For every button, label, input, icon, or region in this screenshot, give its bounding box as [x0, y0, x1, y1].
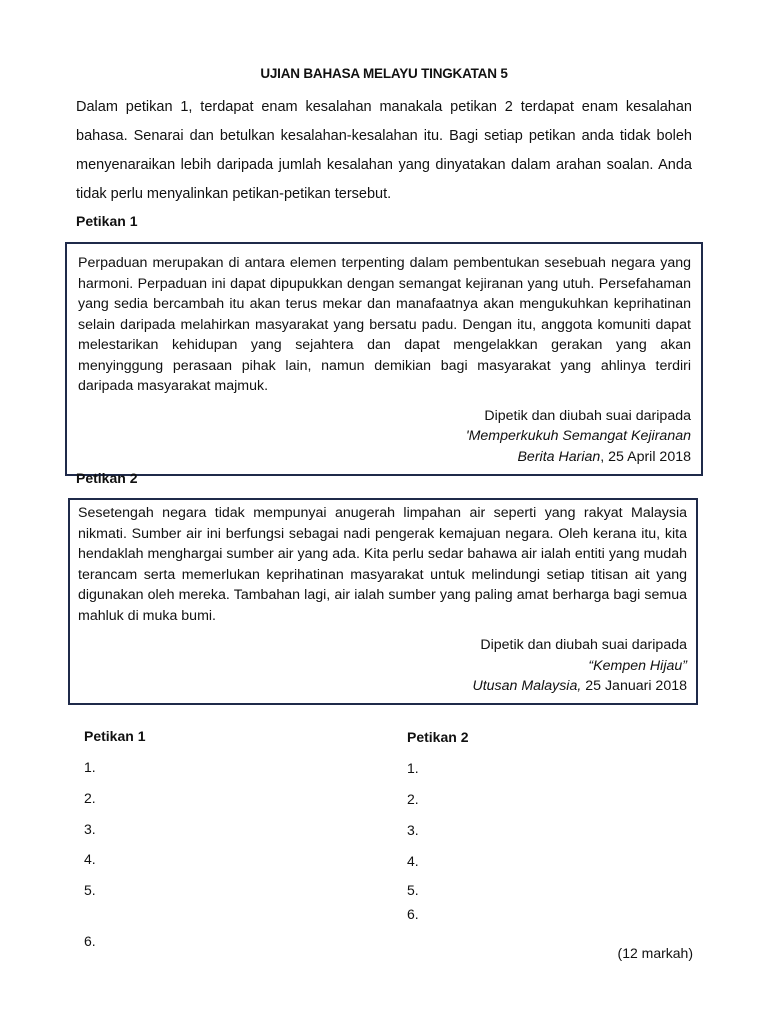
answer-line-2[interactable]: 2.	[84, 790, 96, 806]
answer-line-3[interactable]: 3.	[84, 821, 96, 837]
petikan1-heading: Petikan 1	[76, 213, 138, 229]
petikan1-publication: Berita Harian	[517, 448, 601, 465]
petikan1-source-citation	[78, 447, 691, 468]
total-marks: (12 markah)	[617, 945, 693, 961]
petikan1-source-line1: Dipetik dan diubah suai daripada	[484, 407, 691, 424]
petikan2-text: Sesetengah negara tidak mempunyai anugerah limpahan air seperti yang rakyat Malaysia nikmati. Sumber air ini berfungsi sebagai nadi pengerak kemajuan negara. Oleh kerana itu, kita hendaklah menghargai sumber air yang ada. Kita perlu sedar bahawa air ialah entiti yang mudah terancam serta memerlukan keprihatinan masyarakat untuk melindungi setiap titisan ait yang digunakan oleh mereka. Tambahan lagi, air ialah sumber yang paling amat berharga bagi semua mahluk di muka bumi.	[78, 505, 687, 624]
petikan2-date: 25 Januari 2018	[581, 678, 687, 694]
petikan2-source-line1: Dipetik dan diubah suai daripada	[480, 637, 687, 653]
answer-line-6[interactable]: 6.	[84, 933, 96, 949]
answer-line-1[interactable]: 1.	[407, 760, 419, 776]
answer-line-5[interactable]: 5.	[407, 882, 419, 898]
petikan2-source	[78, 635, 687, 697]
answer-line-4[interactable]: 4.	[84, 851, 96, 867]
petikan1-source-title: 'Memperkukuh Semangat Kejiranan	[465, 428, 691, 444]
page-title: UJIAN BAHASA MELAYU TINGKATAN 5	[260, 66, 508, 81]
petikan2-heading: Petikan 2	[76, 470, 138, 486]
petikan2-publication: Utusan Malaysia,	[472, 678, 582, 694]
answer-column-petikan1	[84, 728, 384, 958]
answer-line-5[interactable]: 5.	[84, 882, 96, 898]
petikan1-date: , 25 April 2018	[600, 448, 691, 465]
answer-line-1[interactable]: 1.	[84, 759, 96, 775]
answer-line-2[interactable]: 2.	[407, 791, 419, 807]
answer-heading-petikan2: Petikan 2	[407, 729, 469, 745]
answer-line-3[interactable]: 3.	[407, 822, 419, 838]
answer-line-6[interactable]: 6.	[407, 906, 419, 922]
instructions-paragraph: Dalam petikan 1, terdapat enam kesalahan manakala petikan 2 terdapat enam kesalahan bahasa. Senarai dan betulkan kesalahan-kesalahan itu. Bagi setiap petikan anda tidak boleh menyenaraikan lebih daripada jumlah kesalahan yang dinyatakan dalam arahan soalan. Anda tidak perlu menyalinkan petikan-petikan tersebut.	[76, 99, 692, 202]
petikan2-box	[68, 498, 698, 705]
answer-heading-petikan1: Petikan 1	[84, 728, 146, 744]
petikan2-source-title: “Kempen Hijau”	[588, 657, 687, 674]
answer-column-petikan2	[407, 729, 707, 929]
petikan1-box	[65, 242, 703, 476]
petikan2-source-citation	[78, 676, 687, 697]
petikan1-source	[78, 406, 691, 468]
petikan1-text: Perpaduan merupakan di antara elemen terpenting dalam pembentukan sesebuah negara yang harmoni. Perpaduan ini dapat dipupukkan dengan semangat kejiranan yang utuh. Persefahaman yang sedia bercambah itu akan terus mekar dan manafaatnya akan mengukuhkan keprihatinan selain daripada melahirkan masyarakat yang bersatu padu. Dengan itu, anggota komuniti dapat melestarikan kehidupan yang sejahtera dan dapat mengelakkan gerakan yang akan menyinggung perasaan pihak lain, namun demikian bagi masyarakat yang ahlinya terdiri daripada masyarakat majmuk.	[78, 255, 691, 394]
answer-line-4[interactable]: 4.	[407, 853, 419, 869]
